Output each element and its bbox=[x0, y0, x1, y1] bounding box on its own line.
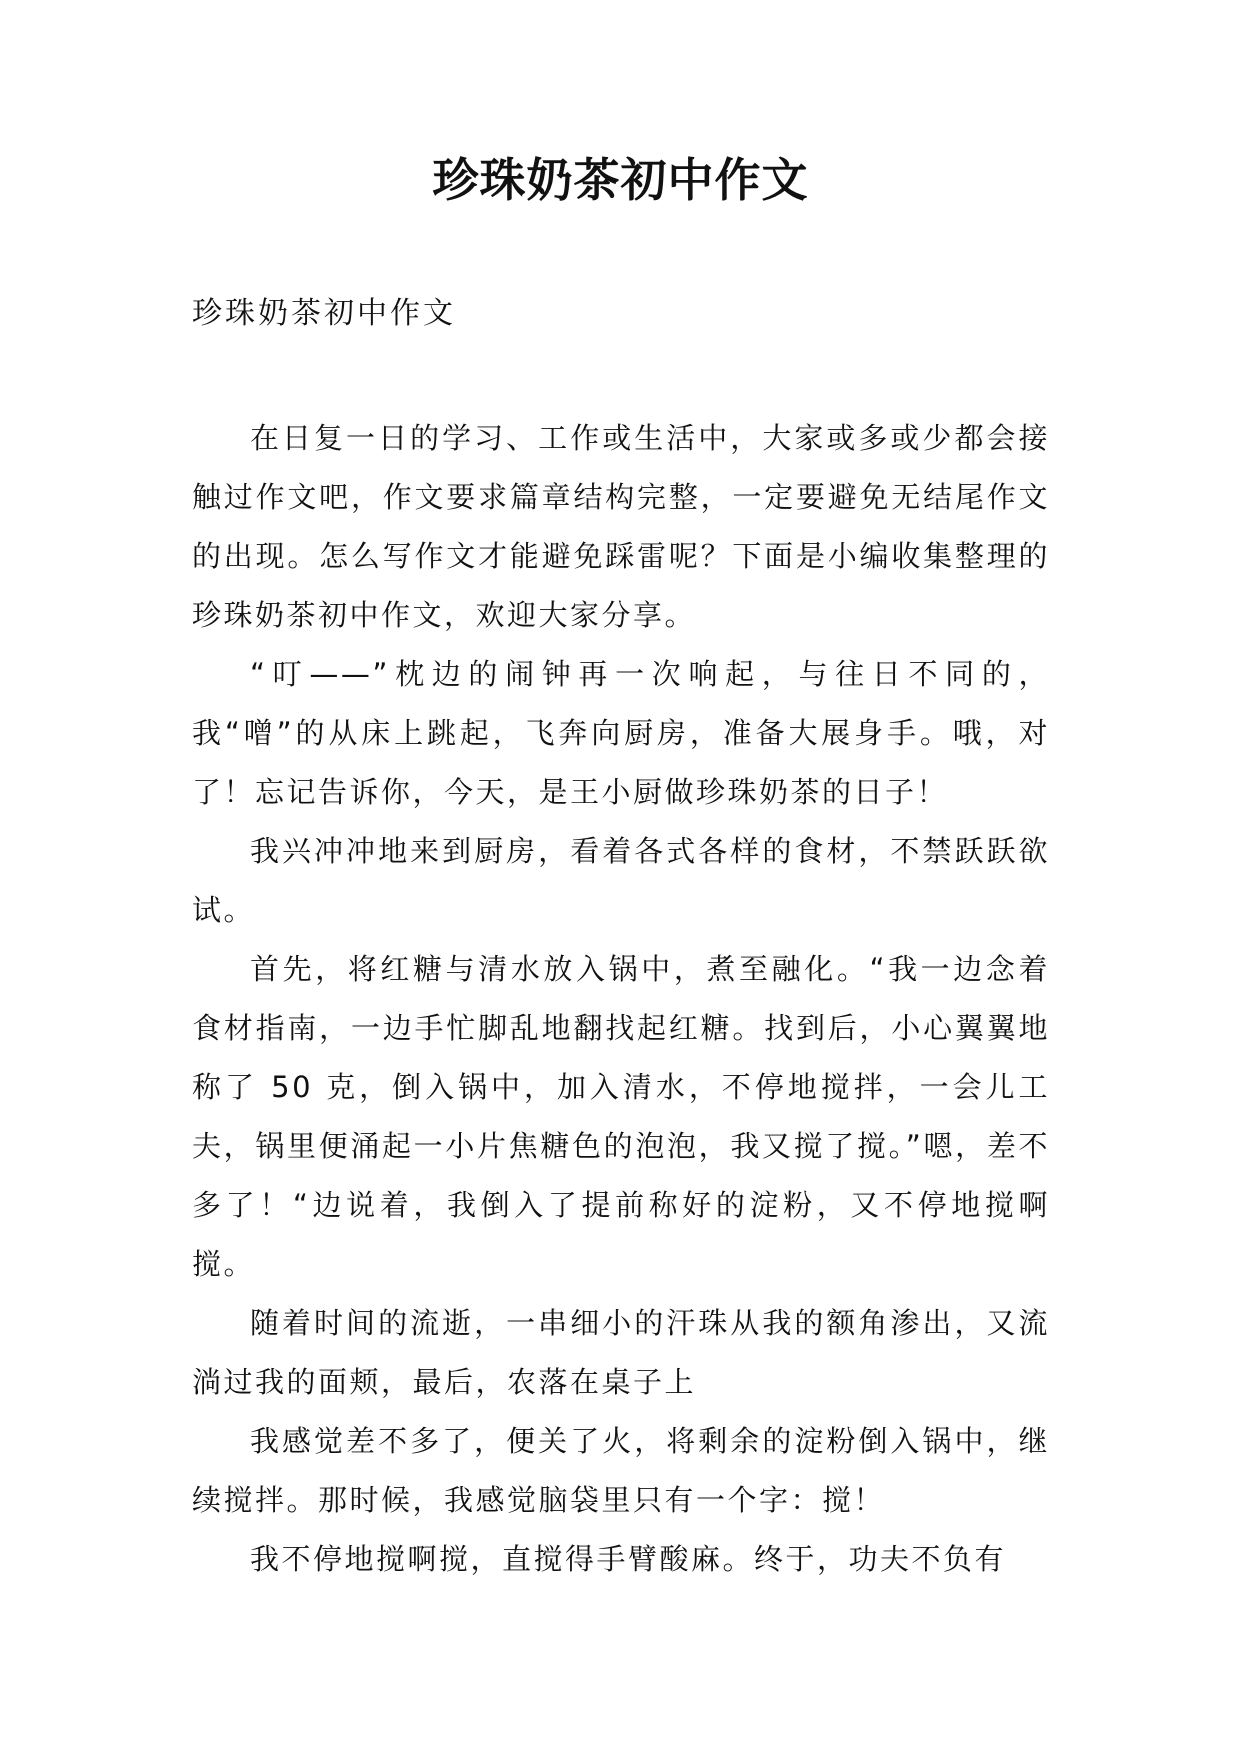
body-paragraph: “叮——”枕边的闹钟再一次响起，与往日不同的，我“噌”的从床上跳起，飞奔向厨房，准备大展身手。哦，对了！忘记告诉你，今天，是王小厨做珍珠奶茶的日子！ bbox=[192, 657, 1050, 809]
body-paragraph: 随着时间的流逝，一串细小的汗珠从我的额角渗出，又流淌过我的面颊，最后，农落在桌子上 bbox=[192, 1306, 1050, 1399]
body-paragraph: 我兴冲冲地来到厨房，看着各式各样的食材，不禁跃跃欲试。 bbox=[192, 834, 1050, 927]
document-subtitle: 珍珠奶茶初中作文 bbox=[192, 296, 456, 331]
body-paragraph: 我感觉差不多了，便关了火，将剩余的淀粉倒入锅中，继续搅拌。那时候，我感觉脑袋里只有一个字：搅！ bbox=[192, 1424, 1050, 1517]
document-title: 珍珠奶茶初中作文 bbox=[432, 153, 809, 207]
body-paragraph: 我不停地搅啊搅，直搅得手臂酸麻。终于，功夫不负有 bbox=[250, 1542, 1007, 1576]
document-body bbox=[192, 409, 1050, 1589]
body-paragraph: 在日复一日的学习、工作或生活中，大家或多或少都会接触过作文吧，作文要求篇章结构完整，一定要避免无结尾作文的出现。怎么写作文才能避免踩雷呢？下面是小编收集整理的珍珠奶茶初中作文，欢迎大家分享。 bbox=[192, 421, 1050, 632]
body-paragraph: 首先，将红糖与清水放入锅中，煮至融化。“我一边念着食材指南，一边手忙脚乱地翻找起红糖。找到后，小心翼翼地称了 50 克，倒入锅中，加入清水，不停地搅拌，一会儿工夫，锅里便涌起一小片焦糖色的泡泡，我又搅了搅。”嗯，差不多了！“边说着，我倒入了提前称好的淀粉，又不停地搅啊搅。 bbox=[192, 952, 1050, 1281]
